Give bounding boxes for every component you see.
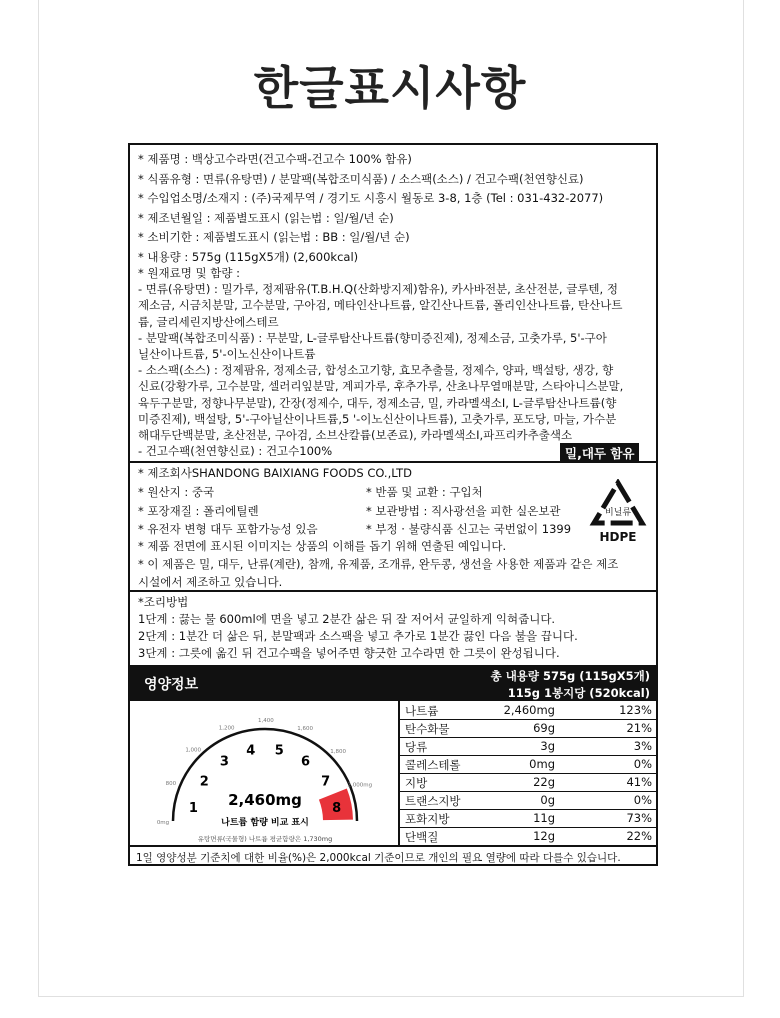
gauge-caption: 나트륨 함량 비교 표시 (221, 818, 309, 828)
nutrient-pct: 3% (633, 739, 652, 753)
nutrient-value: 0g (540, 793, 555, 807)
divider (130, 461, 656, 463)
gauge-scale-label: 2,000mg (347, 782, 373, 789)
nutrient-value: 2,460mg (503, 703, 555, 717)
nutrient-value: 22g (533, 775, 555, 789)
gauge-note: 유탕면류(국물형) 나트륨 평균함량은 1,730mg (197, 835, 333, 843)
gauge-value: 2,460mg (228, 791, 302, 809)
gauge-segment-label: 5 (274, 743, 284, 759)
nutrient-name: 단백질 (405, 830, 439, 844)
nutrient-row (400, 773, 656, 792)
ingredient-line: 육두구분말, 정향나무분말), 간장(정제수, 대두, 정제소금, 밀, 카라멜색소I, L-글루탐산나트륨(향 (138, 395, 617, 410)
nutrient-pct: 123% (619, 703, 652, 717)
serving-size: 115g 1봉지당 (520kcal) (507, 686, 650, 700)
info-line: * 원산지 : 중국 (138, 485, 215, 499)
nutrient-pct: 22% (626, 829, 652, 843)
notice-line: 시설에서 제조하고 있습니다. (138, 575, 283, 589)
nutrient-name: 지방 (405, 776, 428, 790)
nutrient-row (400, 719, 656, 738)
gauge-scale-label: 1,400 (258, 718, 274, 725)
notice-line: * 제품 전면에 표시된 이미지는 상품의 이해를 돕기 위해 연출된 예입니다. (138, 539, 507, 553)
nutrient-name: 포화지방 (405, 812, 450, 826)
nutrient-name: 콜레스테롤 (405, 758, 461, 772)
ingredient-line: 해대두단백분말, 초산전분, 구아검, 소브산칼륨(보존료), 카라멜색소I,파프리카추출색소 (138, 428, 573, 442)
allergen-badge: 밀,대두 함유 (560, 443, 639, 463)
gauge-scale-label: 0mg (156, 820, 170, 826)
nutrient-pct: 0% (633, 793, 652, 807)
info-line: * 수입업소명/소재지 : (주)국제무역 / 경기도 시흥시 월동로 3-8, 1층 (Tel : 031-432-2077) (138, 191, 604, 205)
nutrient-name: 탄수화물 (405, 722, 450, 736)
info-line: * 제조년월일 : 제품별도표시 (읽는법 : 일/월/년 순) (138, 210, 394, 225)
ingredient-line: - 건고수팩(천연향신료) : 건고수100% (138, 444, 333, 459)
nutrient-row (400, 791, 656, 810)
nutrient-name: 당류 (405, 740, 428, 754)
label-box (128, 143, 658, 866)
ingredient-line: - 소스팩(소스) : 정제팜유, 정제소금, 합성소고기향, 효모추출물, 정제수, 양파, 백설탕, 생강, 향 (138, 363, 614, 378)
nutrition-footer: 1일 영양성분 기준치에 대한 비율(%)은 2,000kcal 기준이므로 개인의 필요 열량에 따라 다를수 있습니다. (130, 845, 656, 866)
ingredient-line: - 분말팩(복합조미식품) : 무분말, L-글루탐산나트륨(향미증진제), 정제소금, 고춧가루, 5'-구아 (138, 330, 607, 345)
gauge-segment-label: 1 (188, 800, 198, 816)
nutrient-value: 0mg (529, 757, 555, 771)
cooking-line: 1단계 : 끓는 물 600ml에 면을 넣고 2분간 삶은 뒤 잘 저어서 균일하게 익혀줍니다. (138, 612, 556, 626)
nutrient-name: 나트륨 (405, 704, 439, 718)
nutrition-header (130, 665, 656, 701)
info-line: * 보관방법 : 직사광선을 피한 실온보관 (366, 503, 561, 518)
info-line: * 반품 및 교환 : 구입처 (366, 485, 483, 499)
gauge-scale-label: 1,200 (218, 725, 235, 732)
recycle-icon (588, 479, 648, 545)
info-line: * 포장재질 : 폴리에틸렌 (138, 503, 259, 518)
nutrient-name: 트랜스지방 (405, 794, 461, 808)
nutrient-pct: 73% (626, 811, 652, 825)
nutrient-pct: 41% (626, 775, 652, 789)
divider (130, 590, 656, 592)
gauge-segment-label: 7 (321, 774, 331, 790)
ingredient-line: 륨, 글리세린지방산에스테르 (138, 314, 279, 329)
nutrient-row (400, 755, 656, 774)
info-line: * 유전자 변형 대두 포함가능성 있음 (138, 522, 318, 536)
gauge-scale-label: 800 (165, 780, 177, 787)
nutrient-row (400, 737, 656, 756)
nutrient-value: 69g (533, 721, 555, 735)
maker-line: * 제조회사SHANDONG BAIXIANG FOODS CO.,LTD (138, 466, 412, 480)
nutrient-row (400, 701, 656, 720)
cooking-line: 2단계 : 1분간 더 삶은 뒤, 분말팩과 소스팩을 넣고 추가로 1분간 끓인 다음 불을 끕니다. (138, 629, 578, 643)
nutrient-value: 12g (533, 829, 555, 843)
nutrient-value: 3g (540, 739, 555, 753)
gauge-scale-label: 1,800 (330, 748, 346, 755)
info-line: * 부정 · 불량식품 신고는 국번없이 1399 (366, 522, 572, 536)
ingredient-line: 닐산이나트륨, 5'-이노신산이나트륨 (138, 347, 316, 361)
nutrient-row (400, 827, 656, 846)
ingredient-line: 신료(강황가루, 고수분말, 셀러리잎분말, 계피가루, 후추가루, 산초나무열매분말, 스타아니스분말, (138, 379, 624, 394)
nutrient-pct: 21% (626, 721, 652, 735)
gauge-segment-label: 6 (301, 754, 311, 770)
gauge-segment-label: 4 (246, 743, 256, 759)
total-amount: 총 내용량 575g (115gX5개) (490, 669, 650, 683)
ingredient-line: 제소금, 시금치분말, 고수분말, 구아검, 메타인산나트륨, 알긴산나트륨, 폴리인산나트륨, 탄산나트 (138, 298, 623, 313)
sodium-gauge (130, 701, 400, 846)
nutrient-row (400, 809, 656, 828)
page-title: 한글표시사항 (253, 61, 527, 115)
cooking-line: 3단계 : 그릇에 옮긴 뒤 건고수팩을 넣어주면 향긋한 고수라면 한 그릇이 완성됩니다. (138, 646, 560, 660)
info-line: * 소비기한 : 제품별도표시 (읽는법 : BB : 일/월/년 순) (138, 230, 410, 244)
gauge-segment-label: 2 (199, 774, 209, 790)
info-line: * 식품유형 : 면류(유탕면) / 분말팩(복합조미식품) / 소스팩(소스) / 건고수팩(천연향신료) (138, 171, 584, 186)
ingredient-line: 미증진제), 백설탕, 5'-구아닐산이나트륨,5 '-이노신산이나트륨), 고춧가루, 포도당, 마늘, 가수분 (138, 411, 617, 426)
gauge-segment-label: 3 (219, 754, 229, 770)
recycle-material: HDPE (599, 530, 637, 544)
notice-line: * 이 제품은 밀, 대두, 난류(계란), 참깨, 유제품, 조개류, 완두콩, 생선을 사용한 제품과 같은 제조 (138, 557, 619, 571)
ingredient-line: * 원재료명 및 함량 : (138, 266, 241, 280)
nutrition-label: 영양정보 (144, 677, 199, 693)
nutrient-value: 11g (533, 811, 555, 825)
info-line: * 내용량 : 575g (115gX5개) (2,600kcal) (138, 249, 359, 264)
ingredient-line: - 면류(유탕면) : 밀가루, 정제팜유(T.B.H.Q(산화방지제)함유), 카사바전분, 초산전분, 글루텐, 정 (138, 282, 618, 297)
nutrient-pct: 0% (633, 757, 652, 771)
gauge-scale-label: 1,000 (185, 747, 202, 754)
gauge-scale-label: 1,600 (297, 726, 313, 733)
cooking-line: *조리방법 (138, 595, 189, 609)
info-line: * 제품명 : 백상고수라면(건고수팩-건고수 100% 함유) (138, 152, 412, 166)
gauge-segment-label: 8 (332, 800, 342, 816)
recycle-type: 비닐류 (604, 508, 632, 518)
